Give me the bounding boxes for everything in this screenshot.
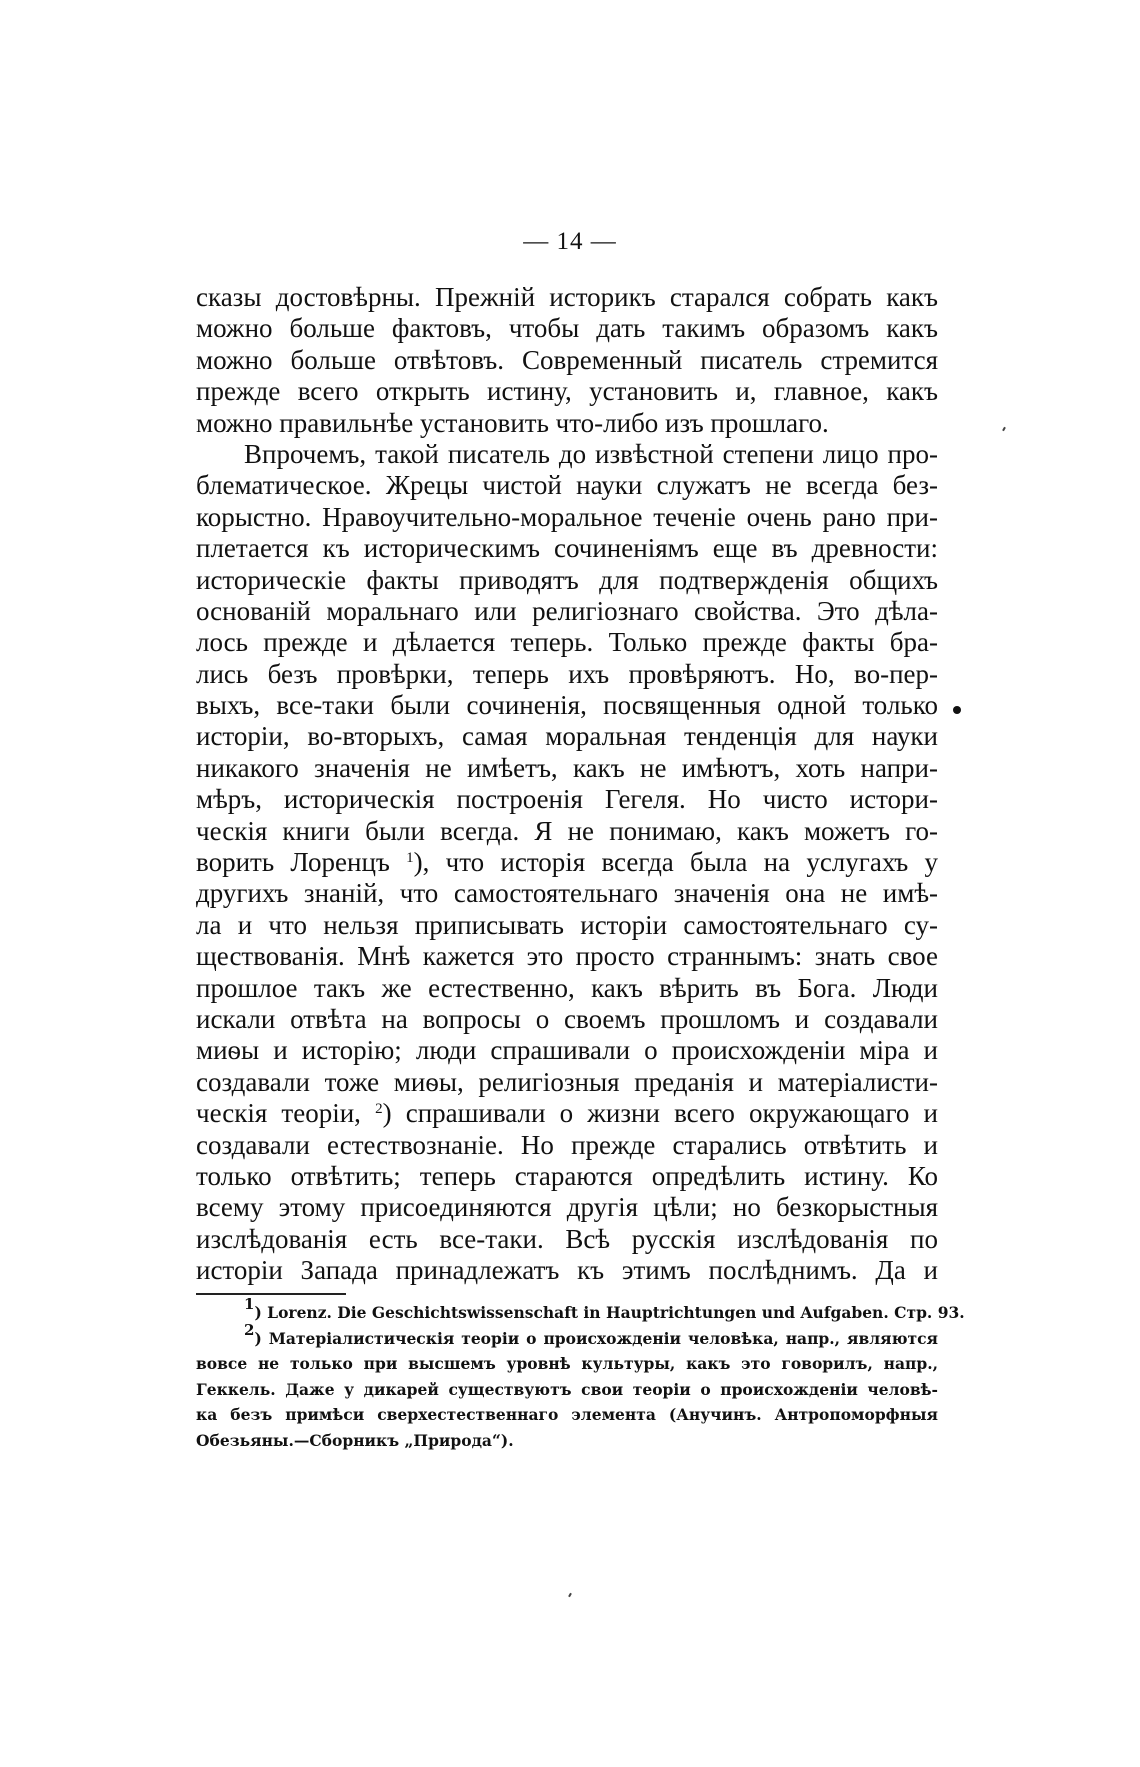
footnote-text: ) Матеріалистическія теоріи о происхожденіи человѣка, напр., являются: [254, 1328, 938, 1348]
text-line: ческія книги были всегда. Я не понимаю, какъ можетъ го-: [196, 815, 938, 846]
footnote-text-line: ка безъ примѣси сверхестественнаго элемента (Анучинъ. Антропоморфныя: [196, 1405, 938, 1424]
text-fragment: ческія теоріи,: [196, 1098, 361, 1129]
text-line: сказы достовѣрны. Прежній историкъ старался собрать какъ: [196, 282, 938, 312]
text-line: исторіи Запада принадлежатъ къ этимъ послѣднимъ. Да и: [196, 1255, 938, 1286]
page-number: — 14 —: [523, 228, 617, 255]
text-fragment: ворить Лоренцъ: [196, 847, 390, 878]
ink-blot-mark: [953, 706, 961, 714]
text-line: создавали тоже миѳы, религіозныя преданія и матеріалисти-: [196, 1066, 938, 1097]
text-line: корыстно. Нравоучительно-моральное теченіе очень рано при-: [196, 501, 938, 532]
text-line: никакого значенія не имѣетъ, какъ не имѣютъ, хоть напри-: [196, 752, 938, 783]
text-line: можно больше фактовъ, чтобы дать такимъ образомъ какъ: [196, 313, 938, 344]
text-line: изслѣдованія есть все-таки. Всѣ русскія изслѣдованія по: [196, 1223, 938, 1254]
paragraph-start-line: Впрочемъ, такой писатель до извѣстной степени лицо про-: [244, 438, 938, 469]
text-line: мѣръ, историческія построенія Гегеля. Но чисто истори-: [196, 784, 938, 815]
footnote-ref-1: 1: [406, 850, 414, 867]
footnote-divider: [196, 1293, 346, 1295]
text-line: искали отвѣта на вопросы о своемъ прошломъ и создавали: [196, 1003, 938, 1034]
text-line: ществованія. Мнѣ кажется это просто страннымъ: знать свое: [196, 941, 938, 972]
text-line: прежде всего открыть истину, установить и, главное, какъ: [196, 376, 938, 407]
main-text: [196, 282, 938, 1287]
text-line: можно больше отвѣтовъ. Современный писатель стремится: [196, 344, 938, 375]
footnote-marker: 1: [244, 1295, 255, 1313]
text-line: основаній моральнаго или религіознаго свойства. Это дѣла-: [196, 595, 938, 626]
footnote-text-line: вовсе не только при высшемъ уровнѣ культуры, какъ это говорилъ, напр.,: [196, 1354, 938, 1373]
footnote-1: [196, 1295, 965, 1326]
text-line: миѳы и исторію; люди спрашивали о происхожденіи міра и: [196, 1035, 938, 1066]
text-line: исторіи, во-вторыхъ, самая моральная тенденція для науки: [196, 721, 938, 752]
text-line: ла и что нельзя приписывать исторіи самостоятельнаго су-: [196, 909, 938, 940]
footnote-text-line: Обезьяны.—Сборникъ „Природа“).: [196, 1430, 514, 1450]
text-line: всему этому присоединяются другія цѣли; но безкорыстныя: [196, 1192, 938, 1223]
text-line-with-footnote-ref: [196, 1098, 938, 1129]
footnote-marker: 2: [244, 1320, 255, 1339]
footnote-ref-2: 2: [375, 1101, 383, 1118]
text-line: историческіе факты приводятъ для подтвержденія общихъ: [196, 564, 938, 595]
text-fragment: ), что исторія всегда была на услугахъ у: [413, 847, 939, 878]
footnote-text-line: Геккель. Даже у дикарей существуютъ свои теоріи о происхожденіи человѣ-: [196, 1379, 938, 1399]
text-fragment: ) спрашивали о жизни всего окружающаго и: [382, 1098, 939, 1129]
text-line: прошлое такъ же естественно, какъ вѣрить въ Бога. Люди: [196, 972, 938, 1003]
text-line: плетается къ историческимъ сочиненіямъ еще въ древности:: [196, 533, 938, 564]
text-line: выхъ, все-таки были сочиненія, посвященныя одной только: [196, 690, 938, 721]
scan-speck: [1002, 427, 1006, 431]
footnote-text: ) Lorenz. Die Geschichtswissenschaft in Hauptrichtungen und Aufgaben. Стр. 93.: [254, 1303, 965, 1322]
text-line: другихъ знаній, что самостоятельнаго значенія она не имѣ-: [196, 878, 938, 909]
text-line-with-footnote-ref: [196, 847, 938, 878]
text-line: лись безъ провѣрки, теперь ихъ провѣряютъ. Но, во-пер-: [196, 658, 938, 689]
footnotes: [196, 1295, 965, 1453]
scan-speck: [568, 1593, 572, 1597]
text-line: блематическое. Жрецы чистой науки служатъ не всегда без-: [196, 470, 938, 501]
text-line: лось прежде и дѣлается теперь. Только прежде факты бра-: [196, 627, 938, 658]
footnote-2: [196, 1320, 938, 1352]
text-line: только отвѣтить; теперь стараются опредѣлить истину. Ко: [196, 1160, 938, 1191]
text-line: можно правильнѣе установить что-либо изъ прошлаго.: [196, 407, 829, 438]
text-line: создавали естествознаніе. Но прежде старались отвѣтить и: [196, 1129, 938, 1160]
